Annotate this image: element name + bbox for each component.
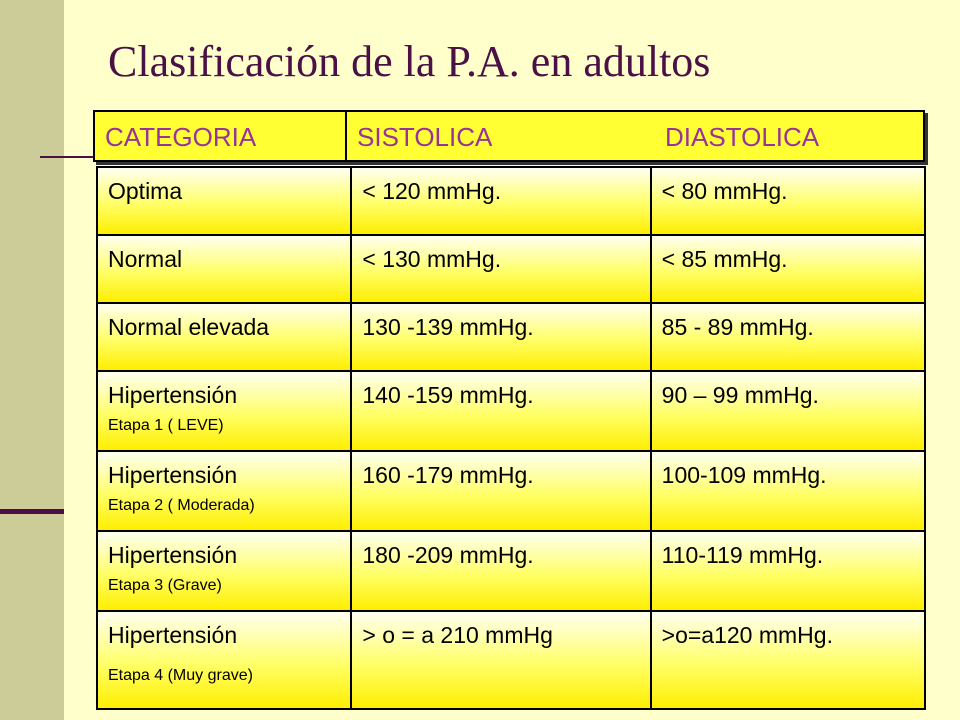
- table-row: [97, 371, 925, 451]
- sistolica-cell: < 120 mmHg.: [351, 167, 650, 235]
- category-cell: [97, 167, 351, 235]
- category-name: Normal elevada: [108, 314, 270, 340]
- table-row: [97, 531, 925, 611]
- diastolica-cell: < 85 mmHg.: [651, 235, 925, 303]
- diastolica-cell: 85 - 89 mmHg.: [651, 303, 925, 371]
- diastolica-cell: 90 – 99 mmHg.: [651, 371, 925, 451]
- diastolica-cell: < 80 mmHg.: [651, 167, 925, 235]
- category-name: Optima: [108, 178, 183, 204]
- accent-bar: [0, 509, 64, 514]
- diastolica-cell: >o=a120 mmHg.: [651, 611, 925, 709]
- category-cell: [97, 531, 351, 611]
- bp-classification-table: [96, 166, 926, 710]
- category-cell: [97, 303, 351, 371]
- category-cell: [97, 611, 351, 709]
- header-divider: [345, 112, 347, 160]
- category-name: Hipertensión: [108, 622, 238, 648]
- category-stage: Etapa 3 (Grave): [108, 577, 222, 594]
- table-row: [97, 303, 925, 371]
- sistolica-cell: 180 -209 mmHg.: [351, 531, 650, 611]
- diastolica-cell: 100-109 mmHg.: [651, 451, 925, 531]
- category-stage: Etapa 2 ( Moderada): [108, 497, 255, 514]
- side-band: [0, 0, 64, 720]
- header-diastolica: DIASTOLICA: [665, 122, 820, 152]
- header-categoria: CATEGORIA: [105, 122, 257, 152]
- sistolica-cell: 160 -179 mmHg.: [351, 451, 650, 531]
- table-row: [97, 611, 925, 709]
- header-sistolica: SISTOLICA: [357, 122, 493, 152]
- category-stage: Etapa 4 (Muy grave): [108, 667, 253, 684]
- diastolica-cell: 110-119 mmHg.: [651, 531, 925, 611]
- sistolica-cell: 130 -139 mmHg.: [351, 303, 650, 371]
- sistolica-cell: > o = a 210 mmHg: [351, 611, 650, 709]
- category-stage: Etapa 1 ( LEVE): [108, 417, 224, 434]
- category-cell: [97, 451, 351, 531]
- category-name: Hipertensión: [108, 542, 238, 568]
- category-name: Hipertensión: [108, 382, 238, 408]
- table-row: [97, 235, 925, 303]
- category-cell: [97, 235, 351, 303]
- sistolica-cell: < 130 mmHg.: [351, 235, 650, 303]
- table-row: [97, 451, 925, 531]
- sistolica-cell: 140 -159 mmHg.: [351, 371, 650, 451]
- category-cell: [97, 371, 351, 451]
- page-title: Clasificación de la P.A. en adultos: [108, 37, 711, 86]
- table-row: [97, 167, 925, 235]
- category-name: Normal: [108, 246, 183, 272]
- accent-line: [40, 156, 100, 158]
- table-header: [93, 110, 925, 162]
- category-name: Hipertensión: [108, 462, 238, 488]
